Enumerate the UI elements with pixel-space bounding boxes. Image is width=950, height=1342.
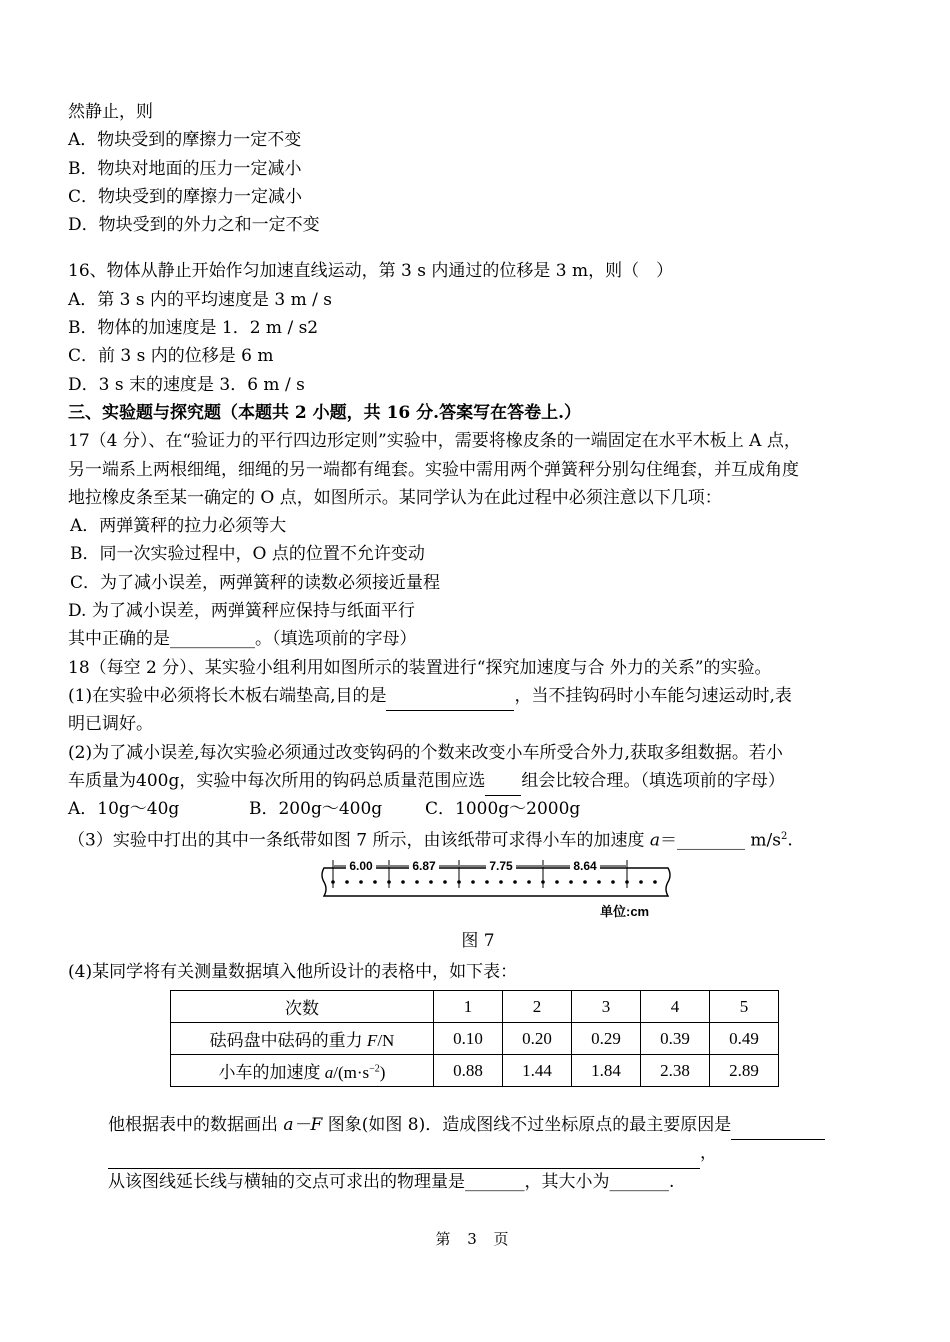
- q18-part1-end: 明已调好。: [68, 714, 153, 735]
- row-label-text: 砝码盘中砝码的重力: [209, 1031, 367, 1051]
- table-header-row: [171, 991, 779, 1023]
- tape-segment-4: 8.64: [573, 858, 597, 873]
- q17-option-c: C．为了减小误差，两弹簧秤的读数必须接近量程: [70, 572, 441, 593]
- tape-segment-2: 6.87: [412, 858, 436, 873]
- table-row: [171, 1023, 779, 1055]
- table-cell: 2.38: [641, 1055, 710, 1087]
- table-cell: 0.39: [641, 1023, 710, 1055]
- answer-blank: [108, 1139, 700, 1168]
- table-cell: 0.29: [572, 1023, 641, 1055]
- q18-after-line2: [108, 1139, 888, 1167]
- unit-exponent: −2: [369, 1063, 380, 1075]
- q16-option-b: B．物体的加速度是 1．2 m / s2: [68, 318, 319, 339]
- q18-after-comma: ，: [700, 1143, 717, 1164]
- q18-part2-options: [68, 795, 888, 823]
- q18-part2-text: 车质量为400g，实验中每次所用的钩码总质量范围应选: [68, 770, 486, 791]
- accel-symbol: a: [324, 1063, 334, 1083]
- answer-blank: [485, 767, 521, 796]
- q15-option-a: A．物块受到的摩擦力一定不变: [68, 130, 302, 151]
- answer-blank: [731, 1111, 825, 1140]
- tape-segment-3: 7.75: [489, 858, 513, 873]
- q17-option-d: D. 为了减小误差，两弹簧秤应保持与纸面平行: [68, 601, 415, 622]
- q17-answer-line: 其中正确的是__________。（填选项前的字母）: [68, 629, 417, 650]
- q15-option-c: C．物块受到的摩擦力一定减小: [68, 186, 303, 207]
- q18-part2-text-b: 组会比较合理。（填选项前的字母）: [521, 770, 785, 791]
- table-header-cell: 2: [503, 991, 572, 1023]
- paper-tape-figure: [68, 852, 888, 924]
- table-header-cell: 3: [572, 991, 641, 1023]
- unit-exponent: 2: [780, 831, 788, 843]
- table-cell: 1.84: [572, 1055, 641, 1087]
- row-label-acceleration: [171, 1055, 434, 1087]
- a-F-symbol: a－F: [283, 1115, 323, 1136]
- figure-7-caption: 图 7: [461, 930, 495, 951]
- table-header-cell: 4: [641, 991, 710, 1023]
- q18-part1: [68, 682, 888, 710]
- paper-tape-diagram: [68, 852, 888, 924]
- q18-part1-text: (1)在实验中必须将长木板右端垫高,目的是: [68, 685, 387, 706]
- q18-part3-unit: ＝________ m/s: [659, 831, 781, 852]
- data-table: [170, 990, 779, 1087]
- row-label-force: [171, 1023, 434, 1055]
- row-label-unit: /(m·s: [333, 1063, 370, 1083]
- q16-stem: 16、物体从静止开始作匀加速直线运动，第 3 s 内通过的位移是 3 m，则（ ）: [68, 261, 674, 282]
- table-cell: 0.10: [434, 1023, 503, 1055]
- q18-part3-text: （3）实验中打出的其中一条纸带如图 7 所示，由该纸带可求得小车的加速度: [68, 831, 650, 852]
- q16-option-c: C．前 3 s 内的位移是 6 m: [68, 346, 274, 367]
- q18-after-line1: [108, 1111, 888, 1139]
- q15-option-b: B．物块对地面的压力一定减小: [68, 158, 302, 179]
- q18-after-text: 他根据表中的数据画出: [108, 1115, 284, 1136]
- q18-option-c: C．1000g～2000g: [425, 799, 581, 820]
- q15-stem-end: 然静止，则: [68, 102, 153, 122]
- q18-part3-end: .: [787, 831, 793, 852]
- q18-part4: (4)某同学将有关测量数据填入他所设计的表格中，如下表：: [68, 961, 518, 982]
- table-header-cell: 1: [434, 991, 503, 1023]
- q17-line-2: 另一端系上两根细绳，细绳的另一端都有绳套。实验中需用两个弹簧秤分别勾住绳套，并互成角度: [68, 459, 799, 480]
- tape-unit-label: 单位:cm: [600, 903, 650, 919]
- q15-option-d: D．物块受到的外力之和一定不变: [68, 215, 320, 236]
- q18-part2-line2: [68, 767, 888, 795]
- table-row: [171, 1055, 779, 1087]
- q16-option-a: A．第 3 s 内的平均速度是 3 m / s: [68, 289, 333, 310]
- table-cell: 1.44: [503, 1055, 572, 1087]
- row-label-text: 小车的加速度: [218, 1063, 325, 1083]
- accel-symbol: a: [649, 831, 660, 852]
- force-symbol: F: [366, 1031, 378, 1051]
- q16-option-d: D．3 s 末的速度是 3．6 m / s: [68, 374, 305, 395]
- exam-page: [68, 98, 888, 1196]
- q18-option-b: B．200g～400g: [249, 799, 383, 820]
- table-cell: 0.88: [434, 1055, 503, 1087]
- q17-option-a: A．两弹簧秤的拉力必须等大: [70, 516, 287, 537]
- table-cell: 2.89: [710, 1055, 779, 1087]
- q17-option-b: B．同一次实验过程中，O 点的位置不允许变动: [70, 544, 425, 565]
- q18-option-a: A．10g～40g: [68, 799, 180, 820]
- section3-title: 三、实验题与探究题（本题共 2 小题，共 16 分.答案写在答卷上.）: [68, 402, 581, 423]
- page-footer: 第 3 页: [435, 1230, 515, 1248]
- q18-after-text-b: 图象(如图 8)．造成图线不过坐标原点的最主要原因是: [322, 1115, 732, 1136]
- table-cell: 0.20: [503, 1023, 572, 1055]
- row-label-close: ): [379, 1063, 386, 1083]
- q18-part3: [68, 823, 888, 851]
- tape-segment-1: 6.00: [349, 858, 373, 873]
- q18-stem: 18（每空 2 分）、某实验小组利用如图所示的装置进行“探究加速度与合 外力的关系”的实验。: [68, 657, 772, 678]
- q18-after-line3: 从该图线延长线与横轴的交点可求出的物理量是_______，其大小为_______.: [108, 1171, 675, 1192]
- table-cell: 0.49: [710, 1023, 779, 1055]
- table-header-cell: 次数: [171, 991, 434, 1023]
- row-label-unit: /N: [377, 1031, 395, 1051]
- table-header-cell: 5: [710, 991, 779, 1023]
- q18-part1-text-b: ，当不挂钩码时小车能匀速运动时,表: [514, 685, 792, 706]
- q18-part2-line1: (2)为了减小误差,每次实验必须通过改变钩码的个数来改变小车所受合外力,获取多组数据。若小: [68, 742, 783, 763]
- q17-line-3: 地拉橡皮条至某一确定的 O 点，如图所示。某同学认为在此过程中必须注意以下几项：: [68, 487, 722, 508]
- q17-line-1: 17（4 分）、在“验证力的平行四边形定则”实验中，需要将橡皮条的一端固定在水平木板上 A 点，: [68, 431, 801, 452]
- answer-blank: [386, 682, 514, 711]
